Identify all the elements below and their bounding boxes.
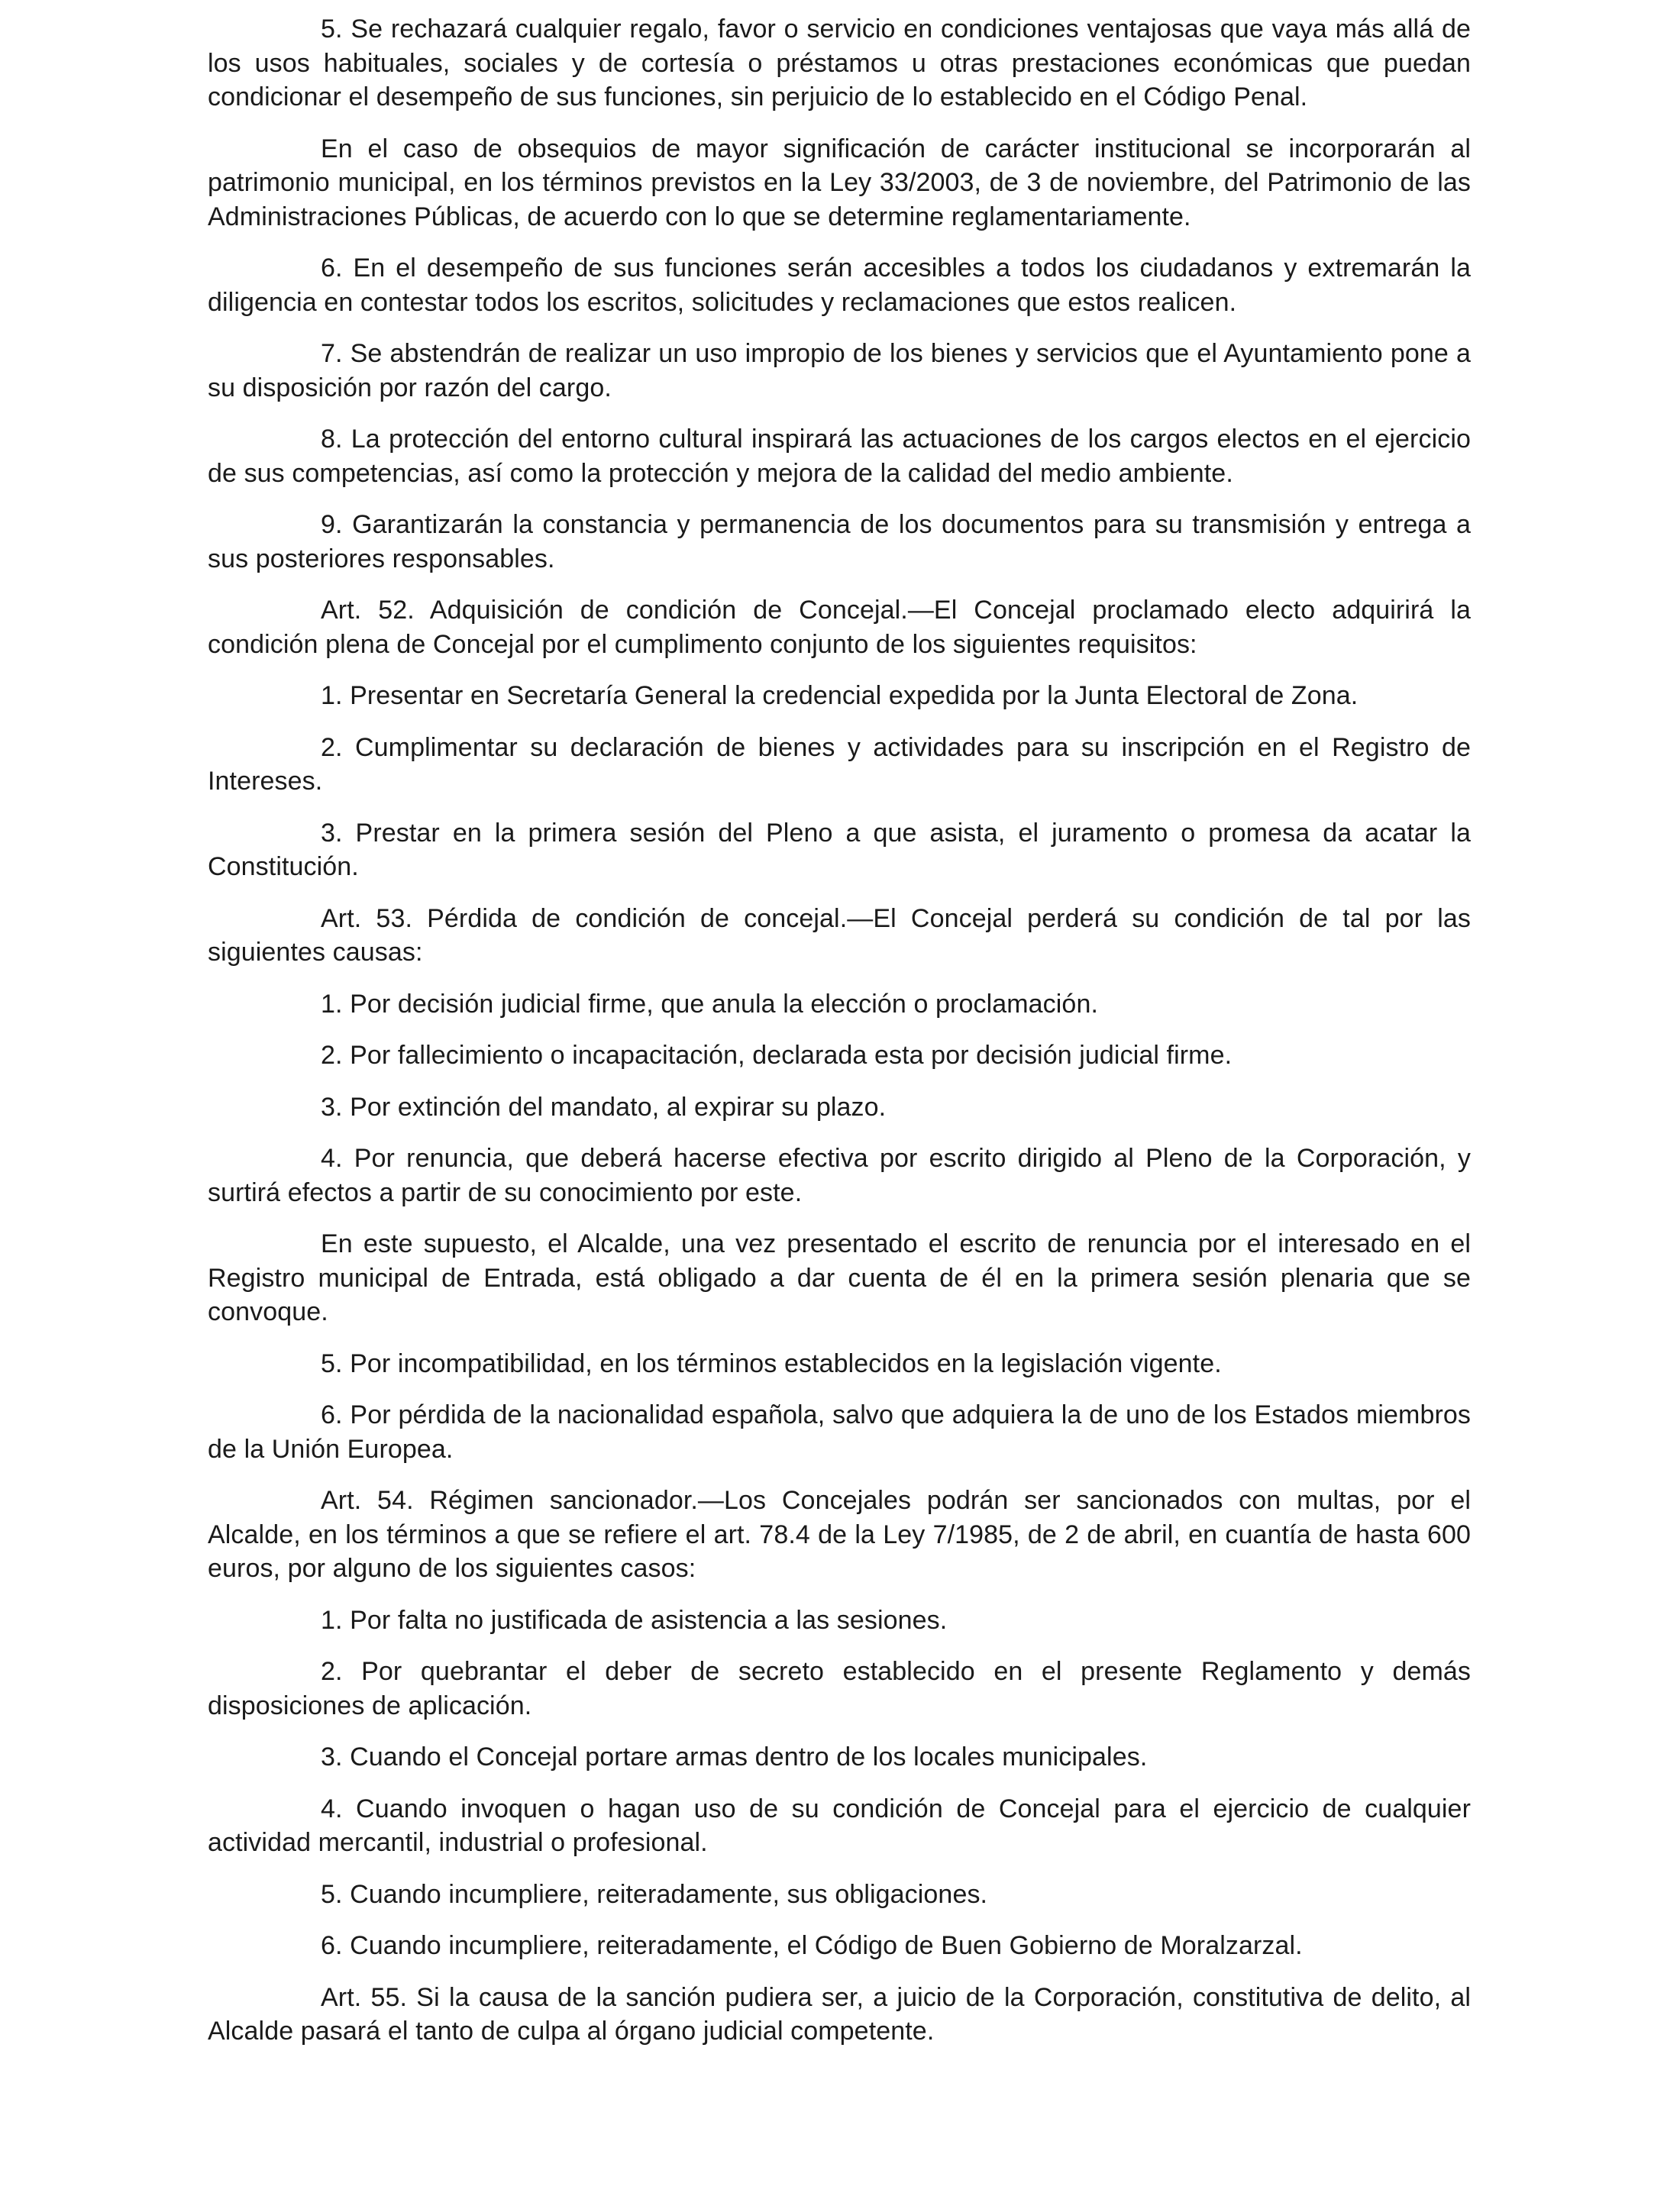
paragraph: 2. Por quebrantar el deber de secreto establecido en el presente Reglamento y demás disposiciones de aplicación. [208,1657,1471,1720]
paragraph: En este supuesto, el Alcalde, una vez presentado el escrito de renuncia por el interesado en el Registro municipal de Entrada, está obligado a dar cuenta de él en la primera sesión plenaria que se convoque. [208,1229,1471,1326]
paragraph: 1. Por falta no justificada de asistencia a las sesiones. [321,1605,948,1635]
article-52-heading: Art. 52. Adquisición de condición de Concejal.—El Concejal proclamado electo adquirirá la condición plena de Concejal por el cumplimento conjunto de los siguientes requisitos: [208,596,1471,659]
paragraph: 5. Por incompatibilidad, en los términos establecidos en la legislación vigente. [321,1348,1222,1378]
paragraph: 5. Se rechazará cualquier regalo, favor o servicio en condiciones ventajosas que vaya más allá de los usos habituales, sociales y de cortesía o préstamos u otras prestaciones económicas que puedan condicionar el desempeño de sus funciones, sin perjuicio de lo establecido en el Código Penal. [208,15,1471,111]
paragraph: En el caso de obsequios de mayor significación de carácter institucional se incorporarán al patrimonio municipal, en los términos previstos en la Ley 33/2003, de 3 de noviembre, del Patrimonio de las Administraciones Públicas, de acuerdo con lo que se determine reglamentariamente. [208,134,1471,231]
paragraph: 3. Cuando el Concejal portare armas dentro de los locales municipales. [321,1742,1148,1772]
paragraph: 1. Por decisión judicial firme, que anula la elección o proclamación. [321,989,1099,1019]
paragraph: 9. Garantizarán la constancia y permanencia de los documentos para su transmisión y entrega a sus posteriores responsables. [208,510,1471,573]
paragraph: 6. Por pérdida de la nacionalidad española, salvo que adquiera la de uno de los Estados miembros de la Unión Europea. [208,1400,1471,1464]
paragraph: 6. Cuando incumpliere, reiteradamente, el Código de Buen Gobierno de Moralzarzal. [321,1931,1303,1960]
paragraph: 5. Cuando incumpliere, reiteradamente, sus obligaciones. [321,1879,988,1909]
article-54-heading: Art. 54. Régimen sancionador.—Los Concejales podrán ser sancionados con multas, por el Alcalde, en los términos a que se refiere el art. 78.4 de la Ley 7/1985, de 2 de abril, en cuantía de hasta 600 euros, por alguno de los siguientes casos: [208,1486,1471,1583]
paragraph: 1. Presentar en Secretaría General la credencial expedida por la Junta Electoral de Zona. [321,681,1359,710]
paragraph: 7. Se abstendrán de realizar un uso impropio de los bienes y servicios que el Ayuntamiento pone a su disposición por razón del cargo. [208,339,1471,402]
paragraph: 3. Por extinción del mandato, al expirar su plazo. [321,1092,887,1122]
article-53-heading: Art. 53. Pérdida de condición de concejal.—El Concejal perderá su condición de tal por las siguientes causas: [208,903,1471,967]
document-body [208,12,1471,2066]
paragraph: 4. Por renuncia, que deberá hacerse efectiva por escrito dirigido al Pleno de la Corporación, y surtirá efectos a partir de su conocimiento por este. [208,1144,1471,1207]
paragraph: 2. Cumplimentar su declaración de bienes y actividades para su inscripción en el Registro de Intereses. [208,732,1471,796]
article-55: Art. 55. Si la causa de la sanción pudiera ser, a juicio de la Corporación, constitutiva de delito, al Alcalde pasará el tanto de culpa al órgano judicial competente. [208,1982,1471,2046]
paragraph: 2. Por fallecimiento o incapacitación, declarada esta por decisión judicial firme. [321,1041,1233,1070]
paragraph: 4. Cuando invoquen o hagan uso de su condición de Concejal para el ejercicio de cualquier actividad mercantil, industrial o profesional. [208,1794,1471,1857]
paragraph: 8. La protección del entorno cultural inspirará las actuaciones de los cargos electos en el ejercicio de sus competencias, así como la protección y mejora de la calidad del medio ambiente. [208,425,1471,488]
paragraph: 6. En el desempeño de sus funciones serán accesibles a todos los ciudadanos y extremarán la diligencia en contestar todos los escritos, solicitudes y reclamaciones que estos realicen. [208,254,1471,317]
paragraph: 3. Prestar en la primera sesión del Pleno a que asista, el juramento o promesa da acatar la Constitución. [208,818,1471,881]
